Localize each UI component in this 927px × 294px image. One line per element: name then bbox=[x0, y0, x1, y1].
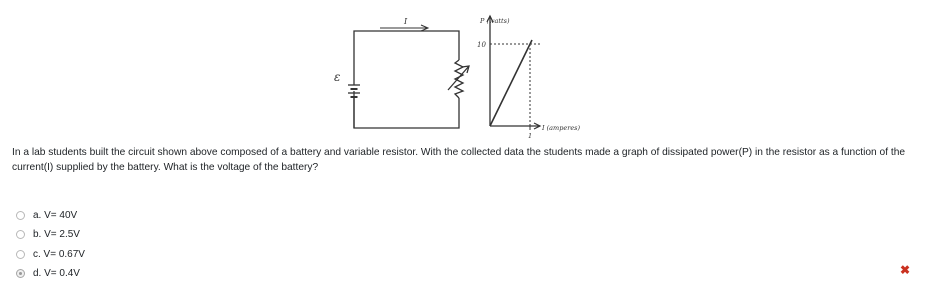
circuit-diagram bbox=[348, 25, 469, 128]
incorrect-cross-icon: ✖ bbox=[899, 263, 911, 277]
circuit-top-wire bbox=[354, 31, 459, 85]
graph-y-axis-label: P (watts) bbox=[480, 17, 510, 25]
radio-button-b[interactable] bbox=[16, 230, 25, 239]
current-label: I bbox=[404, 17, 408, 26]
circuit-and-graph-figure bbox=[0, 0, 927, 140]
radio-button-c[interactable] bbox=[16, 250, 25, 259]
answer-option-c[interactable] bbox=[16, 245, 896, 264]
question-text: In a lab students built the circuit shown above composed of a battery and variable resistor. With the collected data the students made a graph of dissipated power(P) in the resistor as a function of the current(I) supplied by the battery. What is the voltage of the battery? bbox=[12, 147, 906, 173]
answer-option-a[interactable] bbox=[16, 206, 896, 225]
radio-button-d[interactable] bbox=[16, 269, 25, 278]
graph-x-tick-label: 1 bbox=[528, 132, 533, 140]
question-figure bbox=[0, 0, 927, 140]
answer-option-d[interactable] bbox=[16, 264, 896, 283]
power-current-graph bbox=[487, 16, 540, 130]
answer-label-a: a. V= 40V bbox=[33, 210, 78, 222]
graph-y-tick-label: 10 bbox=[477, 41, 486, 49]
graph-power-line bbox=[490, 40, 532, 126]
answer-option-b[interactable] bbox=[16, 225, 896, 244]
answer-label-d: d. V= 0.4V bbox=[33, 268, 80, 280]
answer-label-b: b. V= 2.5V bbox=[33, 229, 80, 241]
radio-button-a[interactable] bbox=[16, 211, 25, 220]
variable-resistor-zigzag bbox=[455, 60, 463, 98]
graph-x-axis-label: I (amperes) bbox=[542, 124, 581, 132]
answer-label-c: c. V= 0.67V bbox=[33, 248, 85, 260]
emf-label: ε bbox=[334, 70, 341, 84]
circuit-bottom-wire bbox=[354, 91, 459, 128]
answer-options bbox=[16, 206, 896, 283]
